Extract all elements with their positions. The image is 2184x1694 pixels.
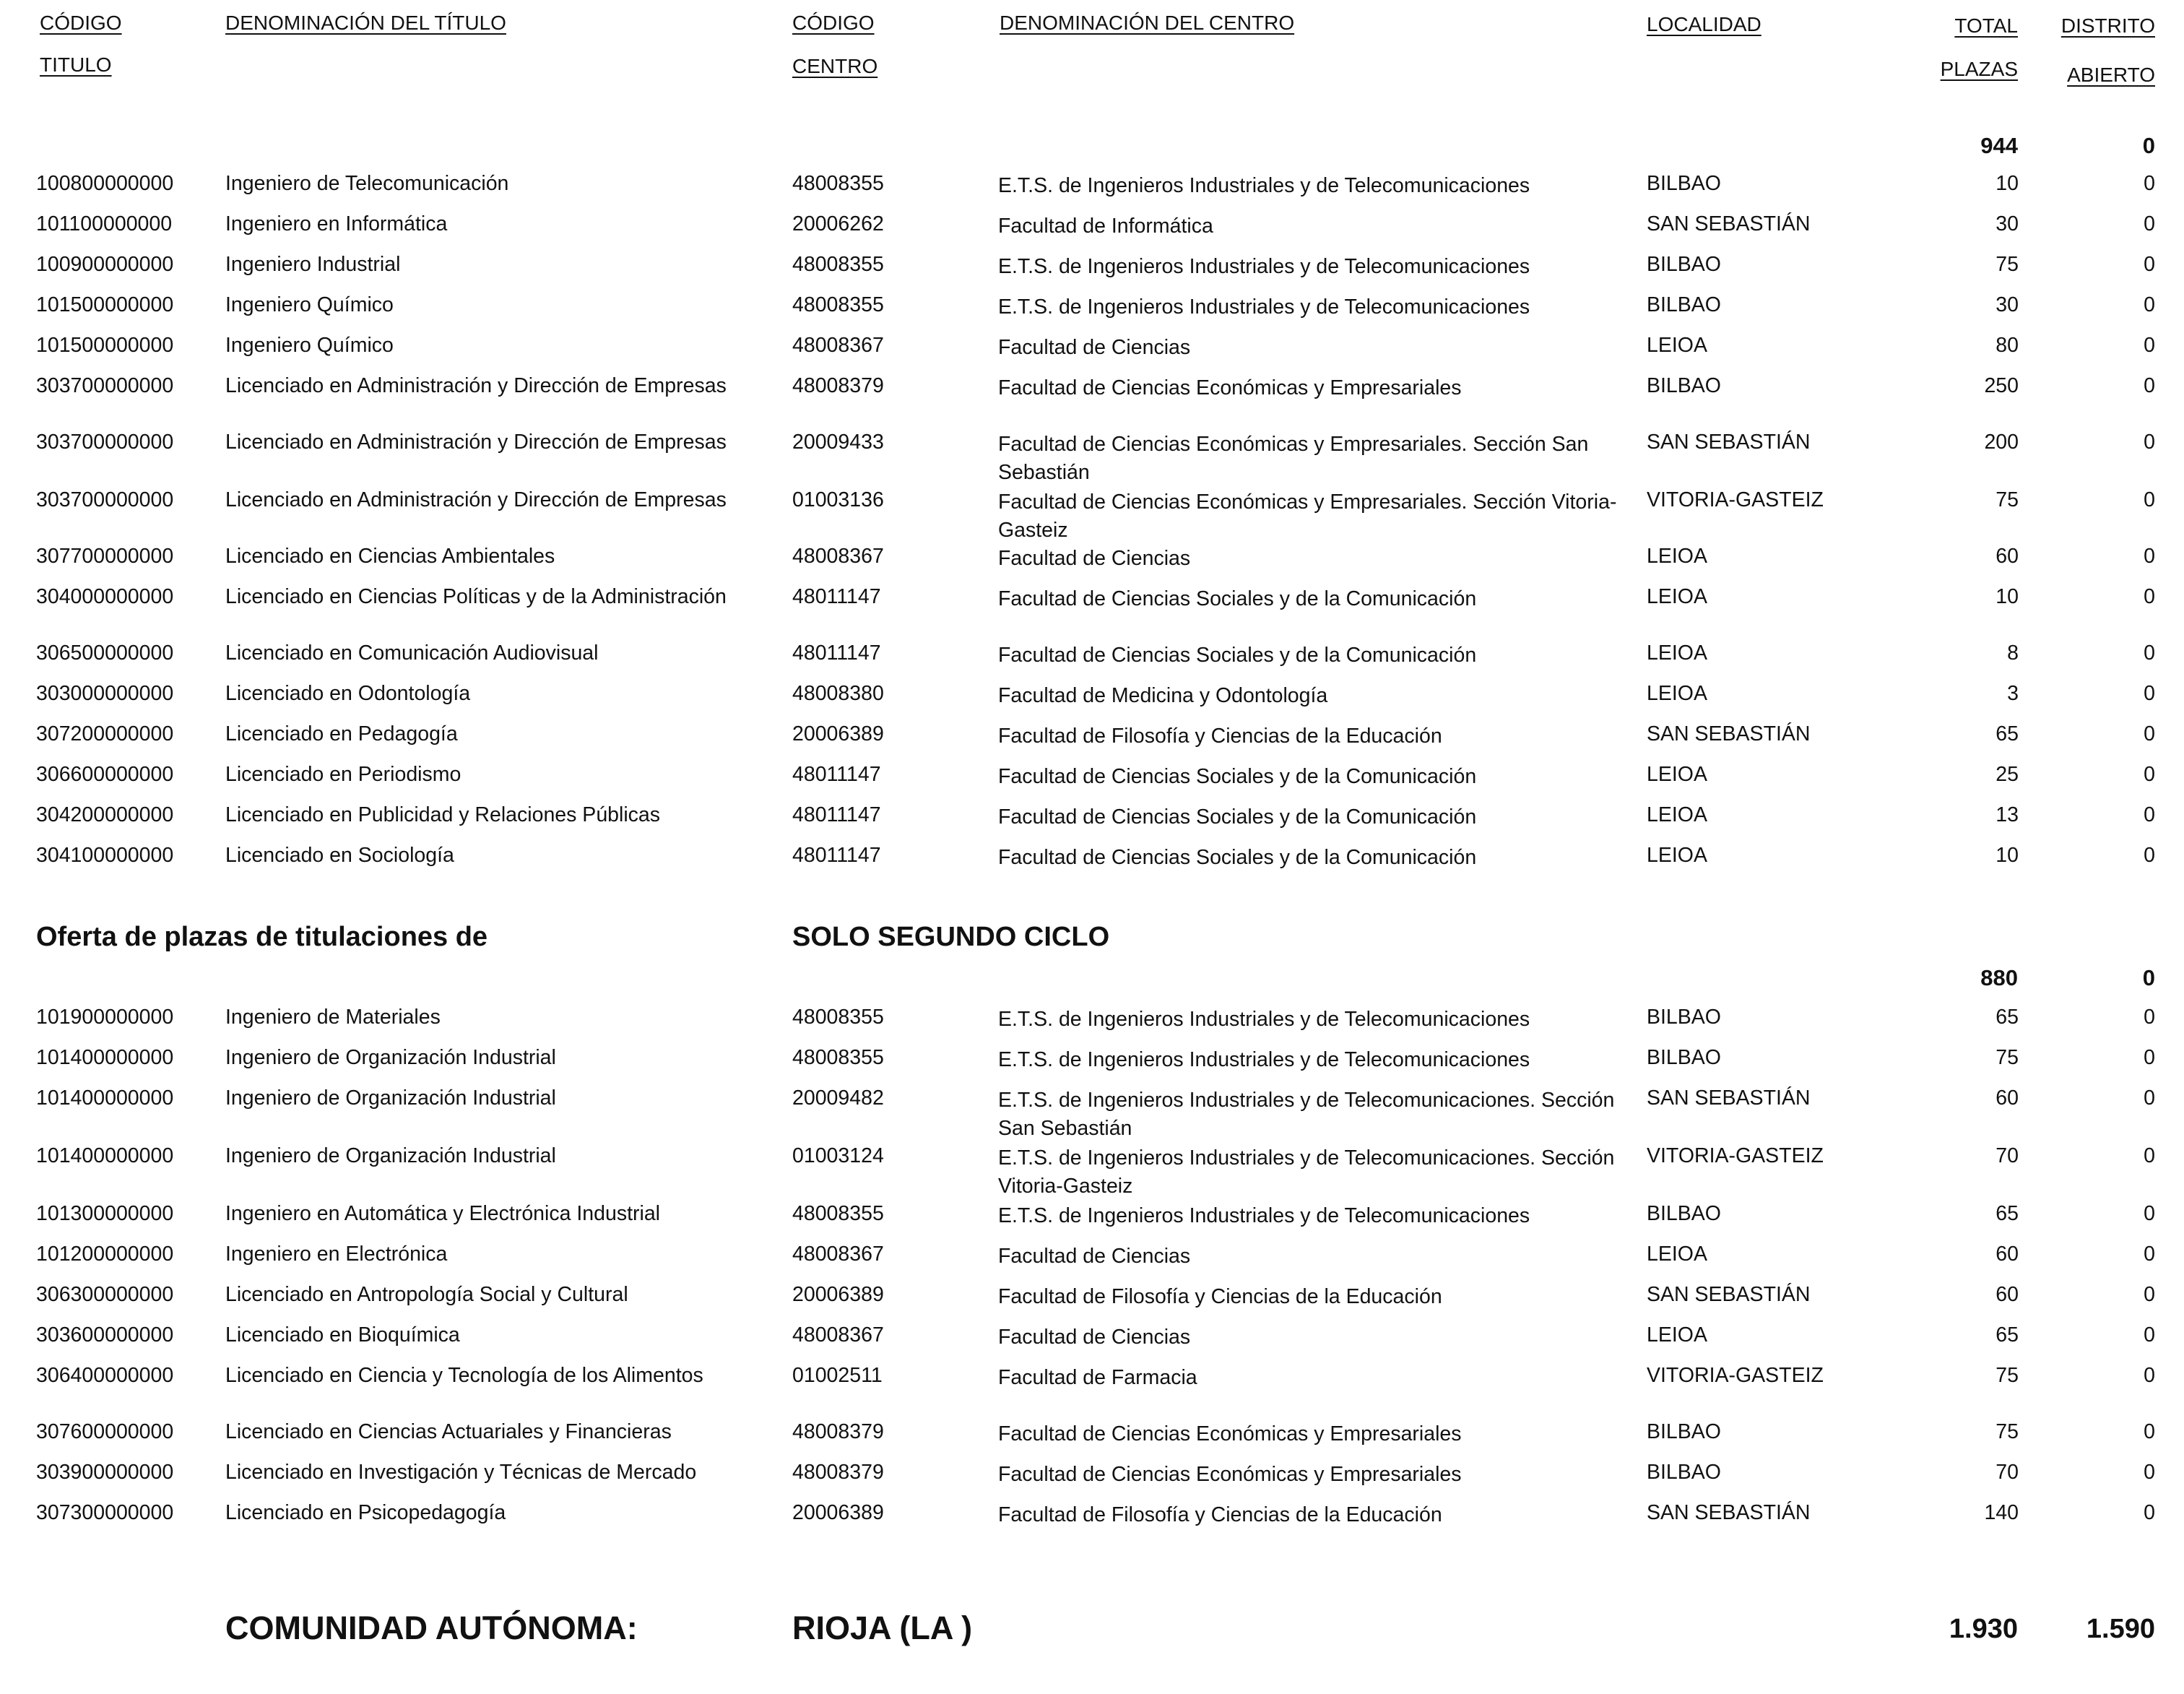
row-locality: BILBAO [1647,1420,1721,1443]
row-code: 307200000000 [36,722,174,746]
row-code: 307600000000 [36,1420,174,1443]
group1-total: 944 [1980,133,2018,158]
table-row [0,1501,2184,1530]
row-center: Facultad de Ciencias Económicas y Empresariales [998,1463,1462,1486]
table-row [0,641,2184,670]
table-row [0,1006,2184,1034]
row-center-code: 48008367 [792,334,884,357]
table-row [0,545,2184,574]
row-total: 250 [1984,374,2019,397]
row-locality: LEIOA [1647,1243,1707,1266]
row-center: Facultad de Ciencias [998,1326,1191,1349]
row-locality: LEIOA [1647,682,1707,705]
row-title: Licenciado en Psicopedagogía [225,1501,506,1524]
section-value: SOLO SEGUNDO CICLO [792,922,1110,952]
row-distrito: 0 [2144,1202,2155,1225]
header-centro: CENTRO [792,55,878,77]
row-distrito: 0 [2144,844,2155,867]
row-center: Facultad de Ciencias [998,1245,1191,1268]
row-center: Facultad de Ciencias Sociales y de la Comunicación [998,846,1477,869]
table-row [0,1420,2184,1449]
row-code: 303000000000 [36,682,174,705]
table-row [0,488,2184,542]
row-locality: VITORIA-GASTEIZ [1647,1144,1824,1167]
row-center-code: 48011147 [792,641,881,665]
row-code: 101400000000 [36,1086,174,1110]
row-locality: LEIOA [1647,334,1707,357]
row-total: 30 [1996,212,2019,235]
row-center: Facultad de Ciencias Económicas y Empresariales. Sección Vitoria-Gasteiz [998,491,1617,542]
row-total: 75 [1996,1364,2019,1387]
row-center: E.T.S. de Ingenieros Industriales y de Telecomunicaciones. Sección San Sebastián [998,1089,1615,1140]
row-center: Facultad de Ciencias [998,547,1191,570]
row-title: Ingeniero en Electrónica [225,1243,448,1266]
row-distrito: 0 [2144,212,2155,235]
row-title: Licenciado en Administración y Dirección de Empresas [225,488,727,511]
row-center-code: 48011147 [792,844,881,867]
row-title: Licenciado en Odontología [225,682,471,705]
row-code: 307300000000 [36,1501,174,1524]
row-title: Licenciado en Bioquímica [225,1323,460,1347]
row-locality: BILBAO [1647,253,1721,276]
row-total: 10 [1996,585,2019,608]
row-center-code: 48008355 [792,1046,884,1069]
row-total: 75 [1996,1420,2019,1443]
row-distrito: 0 [2144,1144,2155,1167]
row-code: 101400000000 [36,1046,174,1069]
row-distrito: 0 [2144,488,2155,511]
row-center: Facultad de Filosofía y Ciencias de la Educación [998,1285,1442,1308]
row-distrito: 0 [2144,1046,2155,1069]
row-total: 140 [1984,1501,2019,1524]
row-locality: SAN SEBASTIÁN [1647,1501,1811,1524]
row-code: 306500000000 [36,641,174,665]
row-locality: SAN SEBASTIÁN [1647,722,1811,746]
row-distrito: 0 [2144,1006,2155,1029]
row-total: 10 [1996,172,2019,195]
row-distrito: 0 [2144,1323,2155,1347]
row-locality: LEIOA [1647,1323,1707,1347]
row-distrito: 0 [2144,1283,2155,1306]
row-center-code: 20006389 [792,1283,884,1306]
row-center-code: 01002511 [792,1364,883,1387]
row-code: 304200000000 [36,803,174,826]
row-total: 60 [1996,1086,2019,1110]
row-total: 75 [1996,1046,2019,1069]
row-title: Ingeniero de Telecomunicación [225,172,509,195]
row-code: 100800000000 [36,172,174,195]
header-plazas: PLAZAS [1940,58,2018,80]
row-locality: LEIOA [1647,803,1707,826]
row-center-code: 48008355 [792,1202,884,1225]
row-center: Facultad de Ciencias Económicas y Empresariales [998,1422,1462,1445]
row-locality: BILBAO [1647,1046,1721,1069]
footer-total: 1.930 [1949,1614,2018,1644]
row-center: Facultad de Ciencias Sociales y de la Comunicación [998,805,1477,829]
row-locality: LEIOA [1647,545,1707,568]
row-distrito: 0 [2144,431,2155,454]
row-distrito: 0 [2144,682,2155,705]
row-center-code: 20009433 [792,431,884,454]
row-locality: VITORIA-GASTEIZ [1647,1364,1824,1387]
row-title: Ingeniero Químico [225,334,394,357]
table-row [0,722,2184,751]
row-title: Ingeniero en Automática y Electrónica Industrial [225,1202,661,1225]
header-denominacion-titulo: DENOMINACIÓN DEL TÍTULO [225,12,506,34]
row-title: Licenciado en Ciencia y Tecnología de los Alimentos [225,1364,703,1387]
row-total: 70 [1996,1144,2019,1167]
header-total: TOTAL [1954,14,2018,37]
row-code: 307700000000 [36,545,174,568]
row-total: 200 [1984,431,2019,454]
table-row [0,1144,2184,1198]
row-center-code: 20006389 [792,1501,884,1524]
row-total: 65 [1996,1323,2019,1347]
row-title: Ingeniero de Materiales [225,1006,441,1029]
row-locality: BILBAO [1647,1006,1721,1029]
row-title: Ingeniero en Informática [225,212,448,235]
row-code: 304100000000 [36,844,174,867]
row-distrito: 0 [2144,763,2155,786]
row-locality: BILBAO [1647,172,1721,195]
row-locality: BILBAO [1647,374,1721,397]
header-abierto: ABIERTO [2067,64,2155,86]
table-row [0,682,2184,711]
table-row [0,431,2184,484]
row-distrito: 0 [2144,1461,2155,1484]
row-center: Facultad de Medicina y Odontología [998,684,1328,707]
row-center-code: 48008367 [792,1323,884,1347]
footer-label: COMUNIDAD AUTÓNOMA: [225,1609,638,1646]
row-code: 101300000000 [36,1202,174,1225]
row-locality: LEIOA [1647,641,1707,665]
row-center: E.T.S. de Ingenieros Industriales y de Telecomunicaciones [998,1048,1530,1071]
row-center-code: 01003124 [792,1144,884,1167]
row-center: Facultad de Ciencias Económicas y Empresariales. Sección San Sebastián [998,433,1589,484]
row-code: 304000000000 [36,585,174,608]
row-center: E.T.S. de Ingenieros Industriales y de Telecomunicaciones. Sección Vitoria-Gasteiz [998,1146,1615,1198]
section-label: Oferta de plazas de titulaciones de [36,922,488,952]
table-row [0,253,2184,282]
row-title: Licenciado en Administración y Dirección de Empresas [225,431,727,454]
row-total: 75 [1996,488,2019,511]
row-center: E.T.S. de Ingenieros Industriales y de Telecomunicaciones [998,1204,1530,1227]
table-row [0,1461,2184,1490]
row-total: 3 [2007,682,2019,705]
header-denominacion-centro: DENOMINACIÓN DEL CENTRO [1000,12,1295,34]
table-row [0,1243,2184,1271]
row-distrito: 0 [2144,172,2155,195]
footer-distrito: 1.590 [2086,1614,2155,1644]
row-title: Licenciado en Sociología [225,844,454,867]
row-center-code: 48008379 [792,1420,884,1443]
row-code: 303700000000 [36,488,174,511]
row-total: 65 [1996,722,2019,746]
row-title: Licenciado en Ciencias Políticas y de la Administración [225,585,727,608]
row-code: 303600000000 [36,1323,174,1347]
row-total: 60 [1996,545,2019,568]
row-total: 80 [1996,334,2019,357]
table-row [0,293,2184,322]
row-title: Licenciado en Periodismo [225,763,462,786]
row-center: E.T.S. de Ingenieros Industriales y de Telecomunicaciones [998,255,1530,278]
row-center: Facultad de Filosofía y Ciencias de la Educación [998,725,1442,748]
group2-total: 880 [1980,965,2018,990]
table-row [0,374,2184,403]
row-distrito: 0 [2144,253,2155,276]
row-title: Ingeniero Industrial [225,253,401,276]
row-distrito: 0 [2144,334,2155,357]
row-center: Facultad de Ciencias Sociales y de la Comunicación [998,644,1477,667]
row-code: 101200000000 [36,1243,174,1266]
row-title: Licenciado en Administración y Dirección de Empresas [225,374,727,397]
row-locality: LEIOA [1647,763,1707,786]
row-center: Facultad de Farmacia [998,1366,1197,1389]
header-distrito: DISTRITO [2060,14,2155,37]
row-code: 303900000000 [36,1461,174,1484]
row-total: 8 [2007,641,2019,665]
row-distrito: 0 [2144,722,2155,746]
table-row [0,1202,2184,1231]
row-center-code: 48008367 [792,1243,884,1266]
row-center-code: 48011147 [792,585,881,608]
row-center: E.T.S. de Ingenieros Industriales y de Telecomunicaciones [998,1008,1530,1031]
row-center: E.T.S. de Ingenieros Industriales y de Telecomunicaciones [998,295,1530,319]
row-title: Licenciado en Pedagogía [225,722,458,746]
row-title: Licenciado en Ciencias Actuariales y Financieras [225,1420,672,1443]
row-distrito: 0 [2144,1243,2155,1266]
row-code: 101100000000 [36,212,173,235]
row-total: 65 [1996,1202,2019,1225]
row-center: Facultad de Ciencias [998,336,1191,359]
row-total: 60 [1996,1243,2019,1266]
row-center-code: 48011147 [792,803,881,826]
row-locality: BILBAO [1647,1202,1721,1225]
row-center-code: 01003136 [792,488,884,511]
row-distrito: 0 [2144,1420,2155,1443]
table-row [0,334,2184,363]
row-code: 306600000000 [36,763,174,786]
row-code: 306400000000 [36,1364,174,1387]
row-locality: VITORIA-GASTEIZ [1647,488,1824,511]
footer-region: RIOJA (LA ) [792,1609,973,1646]
row-center-code: 48008355 [792,1006,884,1029]
row-center: Facultad de Ciencias Económicas y Empresariales [998,376,1462,399]
table-row [0,1086,2184,1140]
row-distrito: 0 [2144,545,2155,568]
table-row [0,1283,2184,1312]
row-distrito: 0 [2144,641,2155,665]
row-total: 65 [1996,1006,2019,1029]
row-title: Licenciado en Publicidad y Relaciones Públicas [225,803,661,826]
table-row [0,1323,2184,1352]
row-center-code: 20006262 [792,212,884,235]
row-center-code: 48008380 [792,682,884,705]
row-center: E.T.S. de Ingenieros Industriales y de Telecomunicaciones [998,174,1530,197]
row-code: 101400000000 [36,1144,174,1167]
row-total: 25 [1996,763,2019,786]
row-locality: SAN SEBASTIÁN [1647,431,1811,454]
table-row [0,1046,2184,1075]
row-title: Licenciado en Ciencias Ambientales [225,545,555,568]
row-locality: SAN SEBASTIÁN [1647,1283,1811,1306]
row-total: 13 [1996,803,2019,826]
row-code: 303700000000 [36,374,174,397]
row-title: Licenciado en Antropología Social y Cultural [225,1283,628,1306]
row-title: Ingeniero de Organización Industrial [225,1046,556,1069]
row-code: 303700000000 [36,431,174,454]
row-distrito: 0 [2144,293,2155,316]
row-center-code: 48008379 [792,374,884,397]
row-title: Ingeniero de Organización Industrial [225,1086,556,1110]
row-locality: LEIOA [1647,585,1707,608]
row-total: 70 [1996,1461,2019,1484]
row-center-code: 20009482 [792,1086,884,1110]
row-title: Ingeniero de Organización Industrial [225,1144,556,1167]
row-total: 60 [1996,1283,2019,1306]
table-row [0,212,2184,241]
header-codigo-centro: CÓDIGO [792,12,875,34]
row-locality: BILBAO [1647,1461,1721,1484]
row-code: 101500000000 [36,334,174,357]
row-distrito: 0 [2144,1086,2155,1110]
group1-distrito: 0 [2142,133,2155,158]
table-row [0,763,2184,792]
row-total: 75 [1996,253,2019,276]
row-center-code: 48008379 [792,1461,884,1484]
row-code: 101500000000 [36,293,174,316]
row-locality: SAN SEBASTIÁN [1647,212,1811,235]
row-title: Licenciado en Comunicación Audiovisual [225,641,599,665]
row-center-code: 48008355 [792,293,884,316]
table-row [0,803,2184,832]
row-distrito: 0 [2144,803,2155,826]
row-title: Ingeniero Químico [225,293,394,316]
row-center-code: 48008355 [792,253,884,276]
group2-distrito: 0 [2142,965,2155,990]
row-code: 101900000000 [36,1006,174,1029]
header-titulo: TITULO [40,53,112,76]
row-locality: BILBAO [1647,293,1721,316]
table-row [0,585,2184,614]
row-distrito: 0 [2144,1364,2155,1387]
table-row [0,172,2184,201]
row-center-code: 48008355 [792,172,884,195]
row-title: Licenciado en Investigación y Técnicas de Mercado [225,1461,697,1484]
row-distrito: 0 [2144,585,2155,608]
row-center: Facultad de Ciencias Sociales y de la Comunicación [998,587,1477,610]
row-center: Facultad de Informática [998,215,1213,238]
table-row [0,1364,2184,1393]
table-row [0,844,2184,873]
row-locality: SAN SEBASTIÁN [1647,1086,1811,1110]
row-distrito: 0 [2144,1501,2155,1524]
row-total: 30 [1996,293,2019,316]
row-locality: LEIOA [1647,844,1707,867]
header-codigo: CÓDIGO [40,12,122,34]
row-center-code: 48011147 [792,763,881,786]
row-code: 100900000000 [36,253,174,276]
row-code: 306300000000 [36,1283,174,1306]
header-localidad: LOCALIDAD [1647,13,1762,35]
row-center: Facultad de Ciencias Sociales y de la Comunicación [998,765,1477,788]
row-distrito: 0 [2144,374,2155,397]
row-center: Facultad de Filosofía y Ciencias de la Educación [998,1503,1442,1526]
row-center-code: 48008367 [792,545,884,568]
row-total: 10 [1996,844,2019,867]
row-center-code: 20006389 [792,722,884,746]
